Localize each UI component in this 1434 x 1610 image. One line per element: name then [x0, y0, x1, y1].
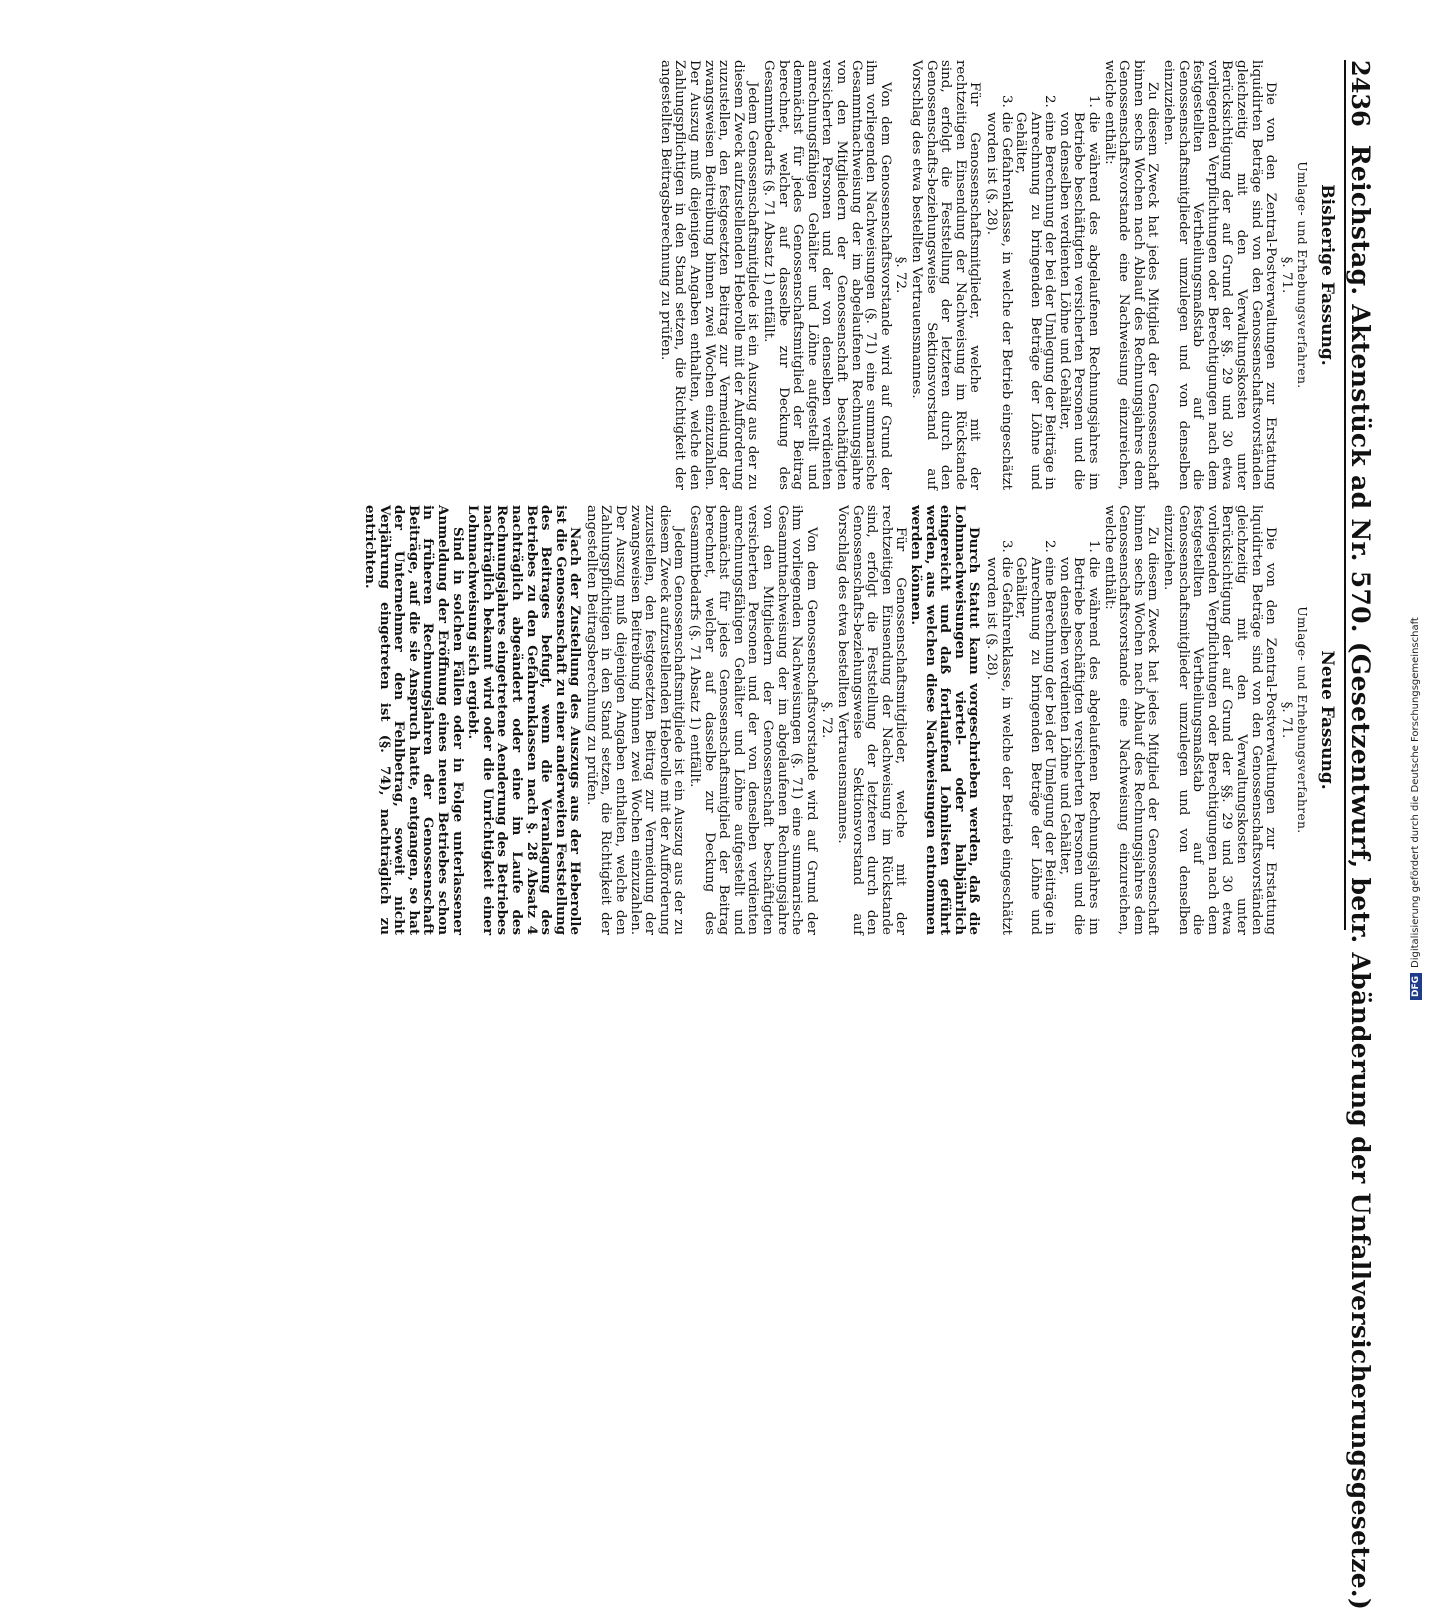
text-paragraph: Zu diesem Zweck hat jedes Mitglied der Genossenschaft binnen sechs Wochen nach Ablauf des Rechnungsjahres dem Genossenschaftsvorstande eine Nachweisung einzureichen, welche enthält: — [1101, 505, 1161, 935]
new-text-paragraph: Sind in solchen Fällen oder in Folge unterlassener Anmeldung der Eröffnung eines neuen Betriebes schon in früheren Rechnungsjahren der Genossenschaft Beiträge, auf die sie Anspruch hatte, entgangen, so hat der Unternehmer den Fehlbetrag, soweit nicht Verjährung eingetreten ist (§. 74), nachträglich zu entrichten. — [362, 505, 466, 935]
list-item: 1. die während des abgelaufenen Rechnungsjahres im Betriebe beschäftigten versicherten Personen und die von denselben verdienten Löhne und Gehälter, — [1056, 557, 1100, 935]
digitization-credit — [1410, 600, 1422, 1000]
text-paragraph: Zu diesem Zweck hat jedes Mitglied der Genossenschaft binnen sechs Wochen nach Ablauf des Rechnungsjahres dem Genossenschaftsvorstande eine Nachweisung einzureichen, welche enthält: — [1101, 60, 1161, 490]
text-paragraph: Die von den Zentral-Postverwaltungen zur Erstattung liquidirten Beträge sind von den Genossenschaftsvorständen gleichzeitig mit den Verwaltungskosten unter Berücksichtigung der auf Grund der §§. 29 und 30 etwa vorliegenden Verpflichtungen oder Berechtigungen nach dem festgestellten Vertheilungsmaßstab auf die Genossenschaftsmitglieder umzulegen und von denselben einzuziehen. — [1161, 60, 1279, 490]
new-text-paragraph: Nach der Zustellung des Auszugs aus der Heberolle ist die Genossenschaft zu einer anderweiten Feststellung des Beitrages befugt, wenn die Veranlagung des Betriebes zu den Gefahrenklassen nach §. 28 Absatz 4 nachträglich abgeändert oder eine im Laufe des Rechnungsjahres eingetretene Aenderung des Betriebes nachträglich bekannt wird oder die Unrichtigkeit einer Lohnnachweisung sich ergiebt. — [465, 505, 584, 935]
paragraph-number: §. 71. — [1278, 701, 1294, 739]
list-item: 2. eine Berechnung der bei der Umlegung der Beiträge in Anrechnung zu bringenden Beträge der Löhne und Gehälter, — [1013, 557, 1057, 935]
column-heading: Bisherige Fassung. — [1317, 184, 1337, 366]
text-paragraph: Für Genossenschaftsmitglieder, welche mit der rechtzeitigen Einsendung der Nachweisung im Rückstande sind, erfolgt die Feststellung der letzteren durch den Genossenschafts-beziehungsweise Sektionsvorstand auf Vorschlag des etwa bestellten Vertrauensmannes. — [908, 60, 983, 490]
running-title: Reichstag. Aktenstück ad Nr. 570. (Gesetzentwurf, betr. Abänderung der Unfallversicherungsgesetze.) — [1346, 144, 1375, 1610]
text-paragraph: Von dem Genossenschaftsvorstande wird auf Grund der ihm vorliegenden Nachweisungen (§. 71) eine summarische Gesammtnachweisung der im abgelaufenen Rechnungsjahre von den Mitgliedern der Genossenschaft beschäftigten versicherten Personen und der von denselben verdienten anrechnungsfähigen Gehälter und Löhne aufgestellt und demnächst für jedes Genossenschaftsmitglied der Beitrag berechnet, welcher auf dasselbe zur Deckung des Gesammtbedarfs (§. 71 Absatz 1) entfällt. — [687, 505, 819, 935]
numbered-list — [983, 60, 1100, 490]
list-item: 1. die während des abgelaufenen Rechnungsjahres im Betriebe beschäftigten versicherten Personen und die von denselben verdienten Löhne und Gehälter, — [1056, 112, 1100, 490]
text-paragraph: Jedem Genossenschaftsmitgliede ist ein Auszug aus der zu diesem Zweck aufzustellenden Heberolle mit der Aufforderung zuzustellen, den festgesetzten Beitrag zur Vermeidung der zwangsweisen Beitreibung binnen zwei Wochen einzuzahlen. Der Auszug muß diejenigen Angaben enthalten, welche den Zahlungspflichtigen in den Stand setzen, die Richtigkeit der angestellten Beitragsberechnung zu prüfen. — [583, 505, 687, 935]
credit-text: Digitalisierung gefördert durch die Deutsche Forschungsgemeinschaft — [1410, 617, 1421, 968]
page-header — [1344, 60, 1380, 1610]
list-item: 3. die Gefahrenklasse, in welche der Betrieb eingeschätzt worden ist (§. 28). — [983, 112, 1012, 490]
paragraph-number: §. 72. — [893, 256, 909, 294]
list-item: 3. die Gefahrenklasse, in welche der Betrieb eingeschätzt worden ist (§. 28). — [983, 557, 1012, 935]
list-item: 2. eine Berechnung der bei der Umlegung der Beiträge in Anrechnung zu bringenden Beträge der Löhne und Gehälter, — [1013, 112, 1057, 490]
column-previous-version — [656, 60, 1338, 490]
new-text-paragraph: Durch Statut kann vorgeschrieben werden, daß die Lohnnachweisungen viertel- oder halbjährlich eingereicht und daß fortlaufend Lohnlisten geführt werden, aus welchen diese Nachweisungen entnommen werden können. — [907, 505, 983, 935]
page-number: 2436 — [1346, 60, 1375, 127]
section-title: Umlage- und Erhebungsverfahren. — [1295, 161, 1310, 389]
text-paragraph: Von dem Genossenschaftsvorstande wird auf Grund der ihm vorliegenden Nachweisungen (§. 71) eine summarische Gesammtnachweisung der im abgelaufenen Rechnungsjahre von den Mitgliedern der Genossenschaft beschäftigten versicherten Personen und der von denselben verdienten anrechnungsfähigen Gehälter und Löhne aufgestellt und demnächst für jedes Genossenschaftsmitglied der Beitrag berechnet, welcher auf dasselbe zur Deckung des Gesammtbedarfs (§. 71 Absatz 1) entfällt. — [761, 60, 893, 490]
column-heading: Neue Fassung. — [1317, 650, 1337, 790]
text-paragraph: Für Genossenschaftsmitglieder, welche mit der rechtzeitigen Einsendung der Nachweisung im Rückstande sind, erfolgt die Feststellung der letzteren durch den Genossenschafts-beziehungsweise Sektionsvorstand auf Vorschlag des etwa bestellten Vertrauensmannes. — [835, 505, 909, 935]
column-new-version — [361, 505, 1338, 935]
text-paragraph: Jedem Genossenschaftsmitgliede ist ein Auszug aus der zu diesem Zweck aufzustellenden Heberolle mit der Aufforderung zuzustellen, den festgesetzten Beitrag zur Vermeidung der zwangsweisen Beitreibung binnen zwei Wochen einzuzahlen. Der Auszug muß diejenigen Angaben enthalten, welche den Zahlungspflichtigen in den Stand setzen, die Richtigkeit der angestellten Beitragsberechnung zu prüfen. — [657, 60, 761, 490]
dfg-logo: DFG — [1410, 973, 1422, 1000]
text-paragraph: Die von den Zentral-Postverwaltungen zur Erstattung liquidirten Beträge sind von den Genossenschaftsvorständen gleichzeitig mit den Verwaltungskosten unter Berücksichtigung der auf Grund der §§. 29 und 30 etwa vorliegenden Verpflichtungen oder Berechtigungen nach dem festgestellten Vertheilungsmaßstab auf die Genossenschaftsmitglieder umzulegen und von denselben einzuziehen. — [1161, 505, 1279, 935]
numbered-list — [983, 505, 1100, 935]
paragraph-number: §. 71. — [1278, 256, 1294, 294]
section-title: Umlage- und Erhebungsverfahren. — [1295, 606, 1310, 834]
paragraph-number: §. 72. — [819, 701, 835, 739]
